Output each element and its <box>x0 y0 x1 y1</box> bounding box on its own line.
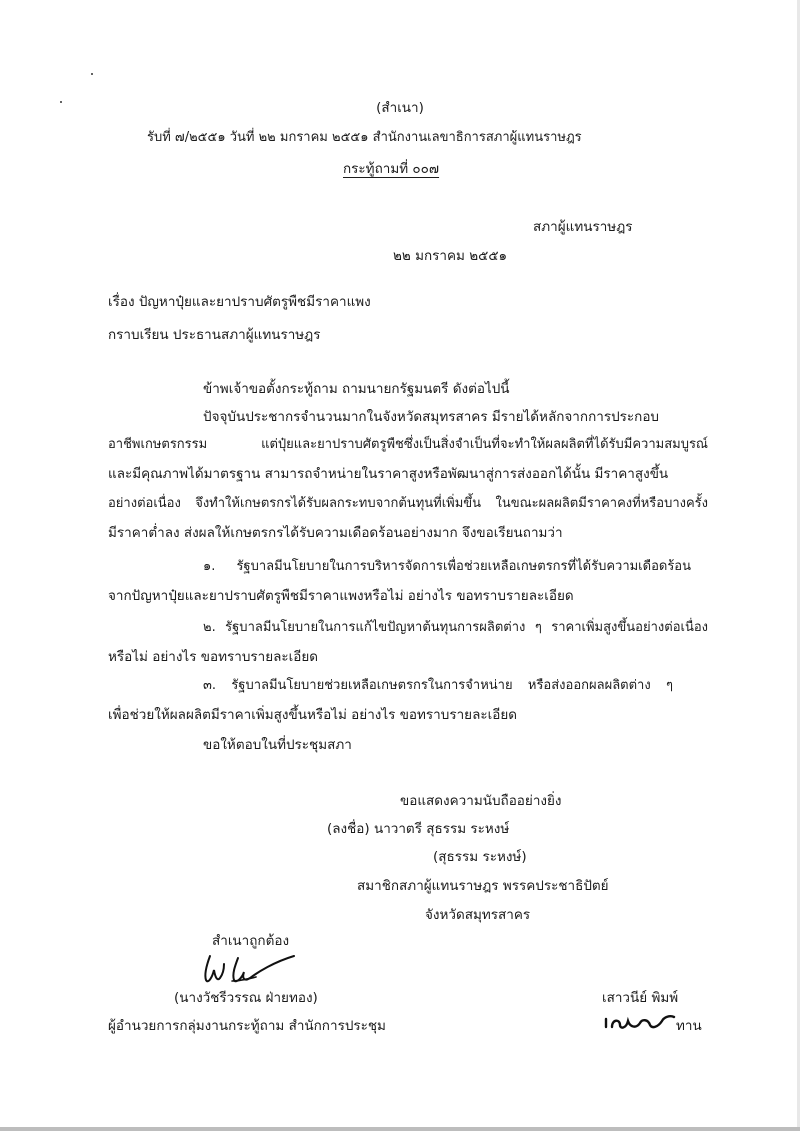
certified-true-copy: สำเนาถูกต้อง <box>212 933 290 949</box>
signer-name: (สุธรรม ระหงษ์) <box>433 849 527 865</box>
copy-label: (สำเนา) <box>376 100 424 116</box>
closing-request: ขอให้ตอบในที่ประชุมสภา <box>203 737 352 753</box>
regards: ขอแสดงความนับถืออย่างยิ่ง <box>400 793 562 809</box>
initials-signature <box>602 1011 676 1033</box>
scan-bottom-edge <box>0 1127 800 1131</box>
scan-speck <box>91 73 93 75</box>
question-2-cont: หรือไม่ อย่างไร ขอทราบรายละเอียด <box>108 649 319 665</box>
signed-by: (ลงชื่อ) นาวาตรี สุธรรม ระหงษ์ <box>327 821 510 837</box>
receipt-line: รับที่ ๗/๒๕๕๑ วันที่ ๒๒ มกราคม ๒๕๕๑ สำนักงานเลขาธิการสภาผู้แทนราษฎร <box>147 130 582 145</box>
typed-by: เสาวนีย์ พิมพ์ <box>602 990 679 1006</box>
question-1-cont: จากปัญหาปุ๋ยและยาปราบศัตรูพืชมีราคาแพงหรือไม่ อย่างไร ขอทราบรายละเอียด <box>108 588 574 604</box>
question-3: ๓. รัฐบาลมีนโยบายช่วยเหลือเกษตรกรในการจำหน่าย หรือส่งออกผลผลิตต่าง ๆ <box>203 678 673 693</box>
question-1: ๑. รัฐบาลมีนโยบายในการบริหารจัดการเพื่อช่วยเหลือเกษตรกรที่ได้รับความเดือดร้อน <box>203 559 691 574</box>
paragraph-line: มีราคาต่ำลง ส่งผลให้เกษตรกรได้รับความเดือดร้อนอย่างมาก จึงขอเรียนถามว่า <box>108 525 563 541</box>
question-2: ๒. รัฐบาลมีนโยบายในการแก้ไขปัญหาต้นทุนการผลิตต่าง ๆ ราคาเพิ่มสูงขึ้นอย่างต่อเนื่อง <box>203 620 708 635</box>
subject: เรื่อง ปัญหาปุ๋ยและยาปราบศัตรูพืชมีราคาแพง <box>108 294 371 310</box>
origin-org: สภาผู้แทนราษฎร <box>533 219 633 235</box>
signer-province: จังหวัดสมุทรสาคร <box>425 907 531 923</box>
question-3-cont: เพื่อช่วยให้ผลผลิตมีราคาเพิ่มสูงขึ้นหรือไม่ อย่างไร ขอทราบรายละเอียด <box>108 707 518 723</box>
certifier-name: (นางวัชรีวรรณ ฝ่ายทอง) <box>174 990 318 1006</box>
handwritten-signature <box>198 948 298 988</box>
origin-date: ๒๒ มกราคม ๒๕๕๑ <box>393 248 508 264</box>
paragraph-line: อาชีพเกษตรกรรม แต่ปุ๋ยและยาปราบศัตรูพืชซึ่งเป็นสิ่งจำเป็นที่จะทำให้ผลผลิตที่ได้รับมีความสมบูรณ์ <box>108 437 708 452</box>
paragraph-line: และมีคุณภาพได้มาตรฐาน สามารถจำหน่ายในราคาสูงหรือพัฒนาสู่การส่งออกได้นั้น มีราคาสูงขึ้น <box>108 466 669 482</box>
paragraph-line: อย่างต่อเนื่อง จึงทำให้เกษตรกรได้รับผลกระทบจากต้นทุนที่เพิ่มขึ้น ในขณะผลผลิตมีราคาคงที่หรือบางครั้ง <box>108 496 708 511</box>
question-number: กระทู้ถามที่ ๐๐๗ <box>343 161 440 177</box>
salutation: กราบเรียน ประธานสภาผู้แทนราษฎร <box>108 327 321 343</box>
paragraph-line: ปัจจุบันประชากรจำนวนมากในจังหวัดสมุทรสาคร มีรายได้หลักจากการประกอบ <box>203 409 659 425</box>
signer-position: สมาชิกสภาผู้แทนราษฎร พรรคประชาธิปัตย์ <box>357 878 609 894</box>
intro: ข้าพเจ้าขอตั้งกระทู้ถาม ถามนายกรัฐมนตรี ดังต่อไปนี้ <box>203 381 510 397</box>
checked-by: ทาน <box>676 1018 702 1034</box>
certifier-title: ผู้อำนวยการกลุ่มงานกระทู้ถาม สำนักการประชุม <box>108 1018 386 1034</box>
